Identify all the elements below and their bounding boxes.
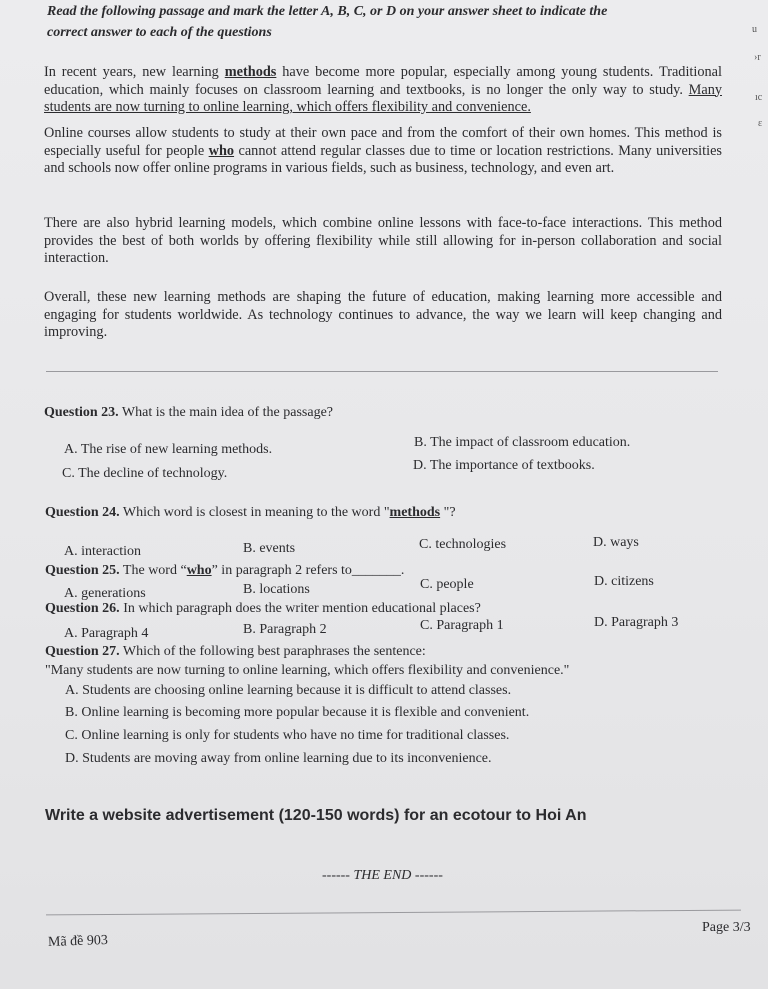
exam-code: Mã đề 903 bbox=[47, 932, 109, 951]
q27-option-a[interactable]: A. Students are choosing online learning because it is difficult to attend classes. bbox=[65, 683, 512, 698]
q27-option-b[interactable]: B. Online learning is becoming more popular because it is flexible and convenient. bbox=[65, 705, 530, 720]
instruction-line-2: correct answer to each of the questions bbox=[47, 25, 272, 40]
highlighted-word-methods: methods bbox=[224, 64, 277, 80]
question-27: Question 27. Which of the following best paraphrases the sentence: bbox=[45, 644, 426, 659]
edge-mark: ıc bbox=[755, 92, 763, 103]
q24-option-b[interactable]: B. events bbox=[243, 541, 296, 556]
q25-option-b[interactable]: B. locations bbox=[243, 582, 310, 597]
edge-mark: ɛ bbox=[758, 118, 763, 129]
question-23: Question 23. What is the main idea of the passage? bbox=[44, 405, 334, 420]
passage-paragraph-2: Online courses allow students to study at their own pace and from the comfort of their own homes. This method is especially useful for people who cannot attend regular classes due to time or location restrictions. Many universities and schools now offer online programs in various fields, such as business, technology, and even art. bbox=[44, 125, 722, 176]
q25-option-c[interactable]: C. people bbox=[420, 577, 474, 592]
q25-option-d[interactable]: D. citizens bbox=[594, 574, 654, 589]
q27-option-c[interactable]: C. Online learning is only for students who have no time for traditional classes. bbox=[65, 728, 510, 743]
question-25: Question 25. The word “who” in paragraph 2 refers to_______. bbox=[45, 563, 405, 578]
writing-task: Write a website advertisement (120-150 words) for an ecotour to Hoi An bbox=[45, 807, 587, 824]
q26-option-c[interactable]: C. Paragraph 1 bbox=[420, 618, 504, 633]
q27-option-d[interactable]: D. Students are moving away from online learning due to its inconvenience. bbox=[65, 751, 492, 766]
q27-quoted-sentence: "Many students are now turning to online learning, which offers flexibility and convenience." bbox=[45, 663, 570, 678]
instruction-line-1: Read the following passage and mark the letter A, B, C, or D on your answer sheet to indicate the bbox=[47, 4, 608, 19]
the-end-marker: ------ THE END ------ bbox=[322, 868, 443, 883]
question-26: Question 26. In which paragraph does the writer mention educational places? bbox=[45, 601, 481, 616]
question-24: Question 24. Which word is closest in meaning to the word "methods "? bbox=[45, 505, 456, 520]
highlighted-word-who: who bbox=[208, 142, 235, 159]
q26-option-b[interactable]: B. Paragraph 2 bbox=[243, 622, 327, 637]
q25-option-a[interactable]: A. generations bbox=[64, 586, 146, 601]
q24-option-c[interactable]: C. technologies bbox=[419, 537, 507, 552]
footer-line bbox=[46, 910, 741, 916]
divider-line bbox=[46, 371, 718, 372]
edge-mark: u bbox=[752, 24, 757, 35]
q26-option-d[interactable]: D. Paragraph 3 bbox=[594, 615, 679, 630]
passage-paragraph-1: In recent years, new learning methods have become more popular, especially among young students. Traditional education, which mainly focuses on classroom learning and textbooks, is no longer the only way to study. Many students are now turning to online learning, which offers flexibility and convenience. bbox=[44, 64, 722, 115]
page-number: Page 3/3 bbox=[702, 920, 751, 935]
q23-option-d[interactable]: D. The importance of textbooks. bbox=[413, 458, 595, 473]
q23-option-a[interactable]: A. The rise of new learning methods. bbox=[64, 442, 273, 457]
passage-paragraph-3: There are also hybrid learning models, which combine online lessons with face-to-face interactions. This method provides the best of both worlds by offering flexibility while still allowing for in-person collaboration and social interaction. bbox=[44, 215, 722, 266]
q24-option-d[interactable]: D. ways bbox=[593, 535, 639, 550]
edge-mark: ›r bbox=[754, 52, 761, 63]
passage-paragraph-4: Overall, these new learning methods are shaping the future of education, making learning more accessible and engaging for students worldwide. As technology continues to advance, the way we learn will keep changing and improving. bbox=[44, 289, 722, 340]
q23-option-c[interactable]: C. The decline of technology. bbox=[62, 466, 228, 481]
q26-option-a[interactable]: A. Paragraph 4 bbox=[64, 626, 149, 641]
q24-option-a[interactable]: A. interaction bbox=[64, 544, 141, 559]
underlined-sentence: Many students are now turning to online learning, which offers flexibility and convenience. bbox=[44, 81, 722, 115]
q23-option-b[interactable]: B. The impact of classroom education. bbox=[414, 435, 631, 450]
